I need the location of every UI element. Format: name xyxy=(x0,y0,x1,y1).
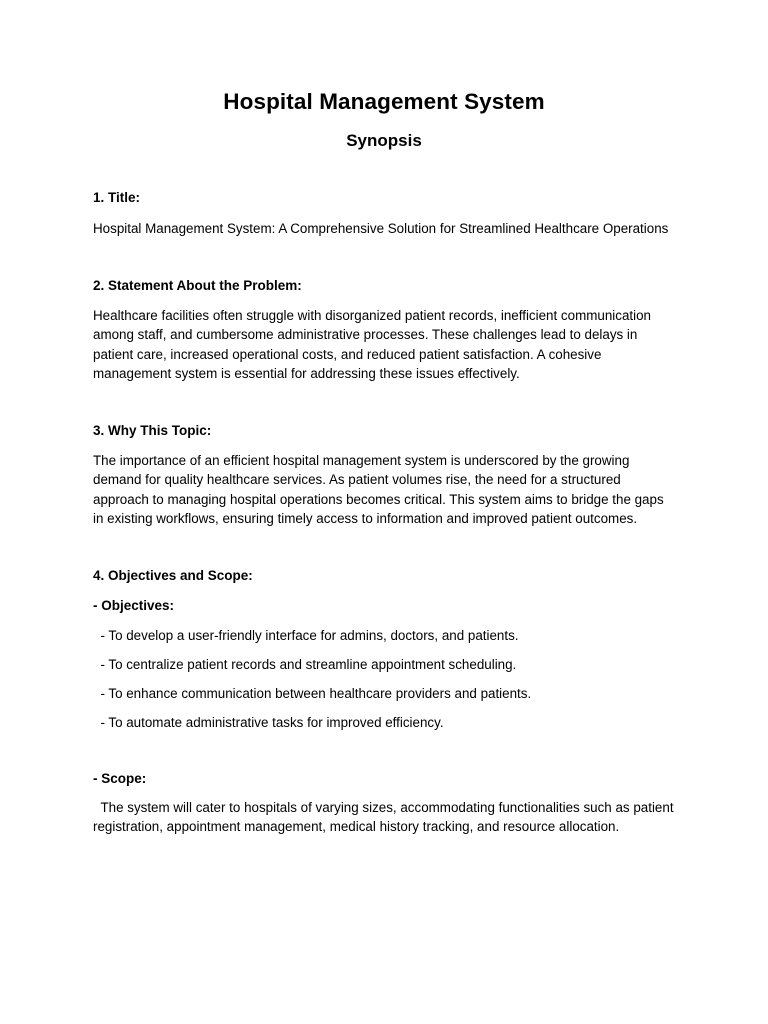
objective-item: - To automate administrative tasks for improved efficiency. xyxy=(93,714,444,730)
section-heading-objectives-scope: 4. Objectives and Scope: xyxy=(93,567,253,583)
section-why xyxy=(93,422,675,529)
objective-item: - To develop a user-friendly interface for admins, doctors, and patients. xyxy=(93,627,519,643)
section-heading-why: 3. Why This Topic: xyxy=(93,422,212,438)
section-heading-problem: 2. Statement About the Problem: xyxy=(93,277,302,293)
scope-heading: - Scope: xyxy=(93,770,147,786)
section-text-why: The importance of an efficient hospital management system is underscored by the growing demand for quality healthcare services. As patient volumes rise, the need for a structured approach to managing hospital operations becomes critical. This system aims to bridge the gaps in existing workflows, ensuring timely access to information and improved patient outcomes. xyxy=(93,452,664,526)
document-title: Hospital Management System xyxy=(223,89,545,114)
objective-item: - To centralize patient records and streamline appointment scheduling. xyxy=(93,656,517,672)
objectives-heading: - Objectives: xyxy=(93,597,175,613)
document-subtitle: Synopsis xyxy=(346,131,422,150)
section-objectives-scope xyxy=(93,567,678,837)
section-text-title: Hospital Management System: A Comprehensive Solution for Streamlined Healthcare Operations xyxy=(93,221,669,236)
section-text-problem: Healthcare facilities often struggle with disorganized patient records, inefficient communication among staff, and cumbersome administrative processes. These challenges lead to delays in patient care, increased operational costs, and reduced patient satisfaction. A cohesive management system is essential for addressing these issues effectively. xyxy=(93,307,651,381)
objective-item: - To enhance communication between healthcare providers and patients. xyxy=(93,685,532,701)
scope-text: The system will cater to hospitals of varying sizes, accommodating functionalities such as patient registration, appointment management, medical history tracking, and resource allocation. xyxy=(93,799,678,834)
section-heading-title: 1. Title: xyxy=(93,190,141,205)
objectives-list xyxy=(93,627,675,732)
section-problem xyxy=(93,277,675,384)
section-title xyxy=(93,189,675,239)
